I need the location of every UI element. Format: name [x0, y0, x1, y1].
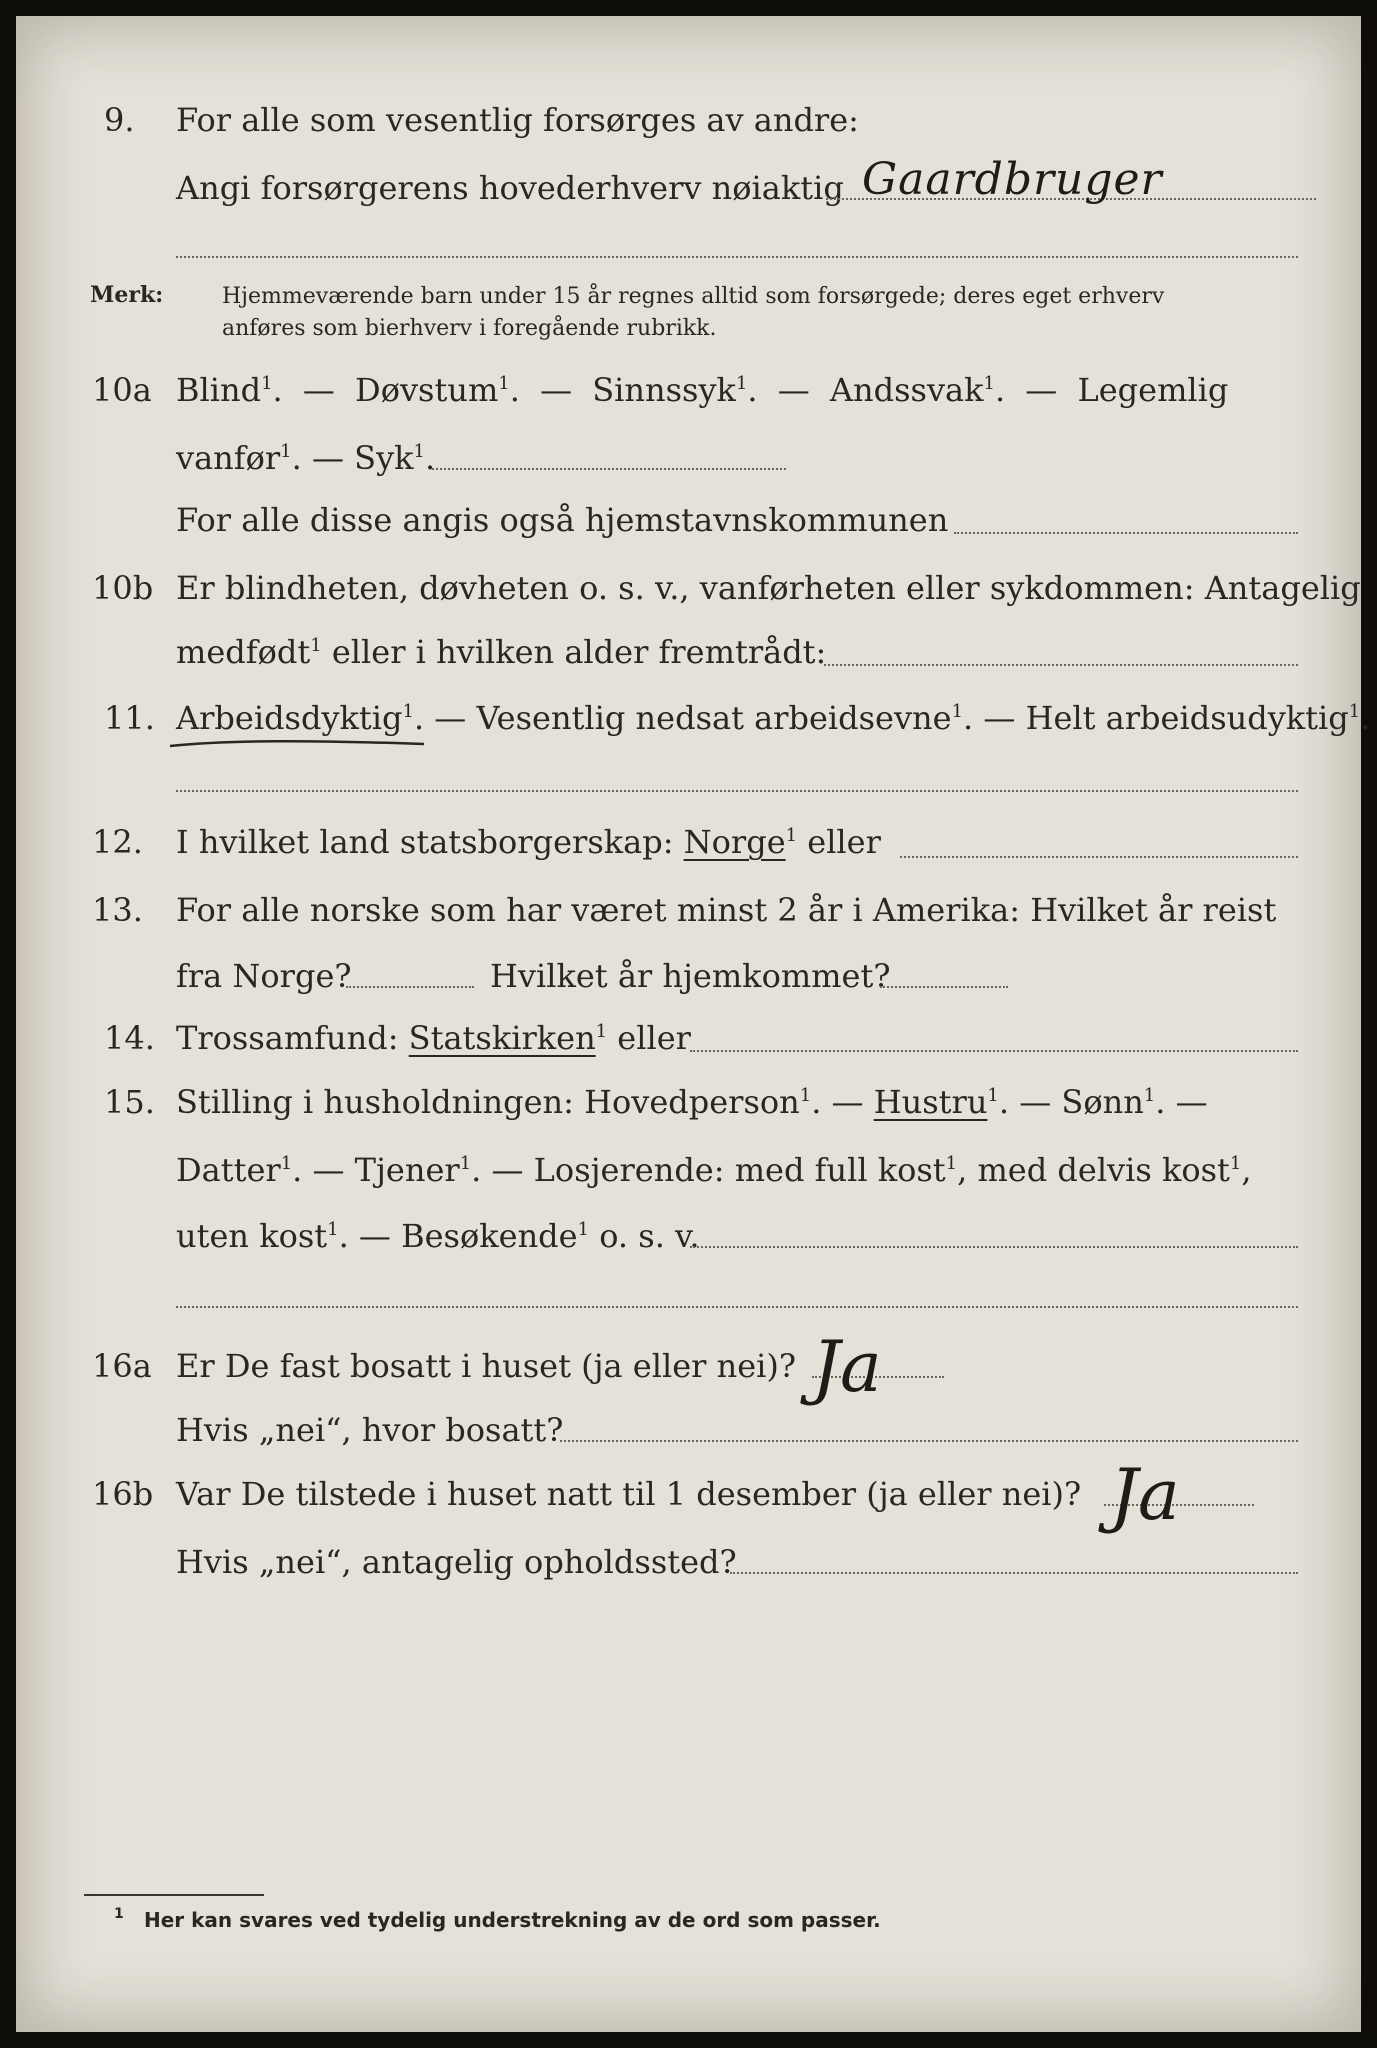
q15-line2: Datter$^1$. — Tjener$^1$. — Losjerende: med full kost$^1$, med delvis kost$^1$, [176, 1151, 1252, 1189]
q10b-answer-line [824, 664, 1298, 666]
q16a-handwritten-answer: Ja [812, 1326, 882, 1408]
q10a-line3: For alle disse angis også hjemstavnskommunen [176, 501, 949, 539]
merk-line1: Hjemmeværende barn under 15 år regnes alltid som forsørgede; deres eget erhverv [222, 284, 1165, 309]
q12-answer-line [900, 856, 1298, 858]
footnote-mark: 1 [114, 1906, 124, 1922]
q9-number: 9. [104, 101, 135, 139]
q9-extra-line [176, 256, 1298, 258]
q10a-line2: vanfør$^1$. — Syk$^1$. [176, 439, 436, 477]
q15-line3: uten kost$^1$. — Besøkende$^1$ o. s. v. [176, 1217, 700, 1255]
q16a-line1: Er De fast bosatt i huset (ja eller nei)? [176, 1347, 797, 1385]
q12-number: 12. [92, 823, 143, 861]
q16b-handwritten-answer: Ja [1110, 1454, 1180, 1536]
q16a-bosatt-line [560, 1440, 1298, 1442]
merk-label: Merk: [90, 282, 164, 308]
q16b-opholdssted-line [730, 1572, 1298, 1574]
q11-handwritten-underline [168, 734, 428, 754]
q16b-line1: Var De tilstede i huset natt til 1 desember (ja eller nei)? [176, 1475, 1082, 1513]
q10b-line1: Er blindheten, døvheten o. s. v., vanførheten eller sykdommen: Antagelig [176, 569, 1361, 607]
q15-line1: Stilling i husholdningen: Hovedperson$^1$. — Hustru$^1$. — Sønn$^1$. — [176, 1083, 1208, 1121]
footnote-text: Her kan svares ved tydelig understrekning av de ord som passer. [144, 1908, 881, 1932]
q13-hjemkommet-line [880, 986, 1008, 988]
q10a-number: 10a [92, 371, 152, 409]
q9-line2: Angi forsørgerens hovederhverv nøiaktig [176, 169, 844, 207]
q13-line1: For alle norske som har været minst 2 år i Amerika: Hvilket år reist [176, 891, 1277, 929]
q11-number: 11. [104, 699, 155, 737]
q10b-number: 10b [92, 569, 154, 607]
q9-line1: For alle som vesentlig forsørges av andre: [176, 101, 859, 139]
q16b-number: 16b [92, 1475, 154, 1513]
q9-handwritten-answer: Gaardbruger [862, 154, 1163, 205]
footnote-rule [84, 1894, 264, 1896]
q11-extra-line [176, 790, 1298, 792]
q13-reist-line [346, 986, 474, 988]
q14-answer-line [690, 1050, 1298, 1052]
q16a-number: 16a [92, 1347, 152, 1385]
q14-line: Trossamfund: Statskirken$^1$ eller [176, 1019, 691, 1057]
q10a-syk-line [432, 468, 786, 470]
q13-line2a: fra Norge? [176, 957, 352, 995]
q14-number: 14. [104, 1019, 155, 1057]
q10b-line2: medfødt$^1$ eller i hvilken alder fremtrådt: [176, 633, 827, 671]
q13-number: 13. [92, 891, 143, 929]
q12-line: I hvilket land statsborgerskap: Norge$^1$ eller [176, 823, 881, 861]
merk-line2: anføres som bierhverv i foregående rubrikk. [222, 316, 717, 341]
q15-number: 15. [104, 1083, 155, 1121]
q16a-line2: Hvis „nei“, hvor bosatt? [176, 1411, 564, 1449]
q11-line: Arbeidsdyktig$^1$. — Vesentlig nedsat arbeidsevne$^1$. — Helt arbeidsudyktig$^1$. [176, 699, 1371, 737]
q16b-line2: Hvis „nei“, antagelig opholdssted? [176, 1543, 737, 1581]
q15-extra-line [176, 1306, 1298, 1308]
q15-answer-line [690, 1246, 1298, 1248]
q10a-line1: Blind$^1$. — Døvstum$^1$. — Sinnssyk$^1$. — Andssvak$^1$. — Legemlig [176, 371, 1229, 409]
q13-line2b: Hvilket år hjemkommet? [490, 957, 891, 995]
q10a-kommune-line [954, 532, 1298, 534]
